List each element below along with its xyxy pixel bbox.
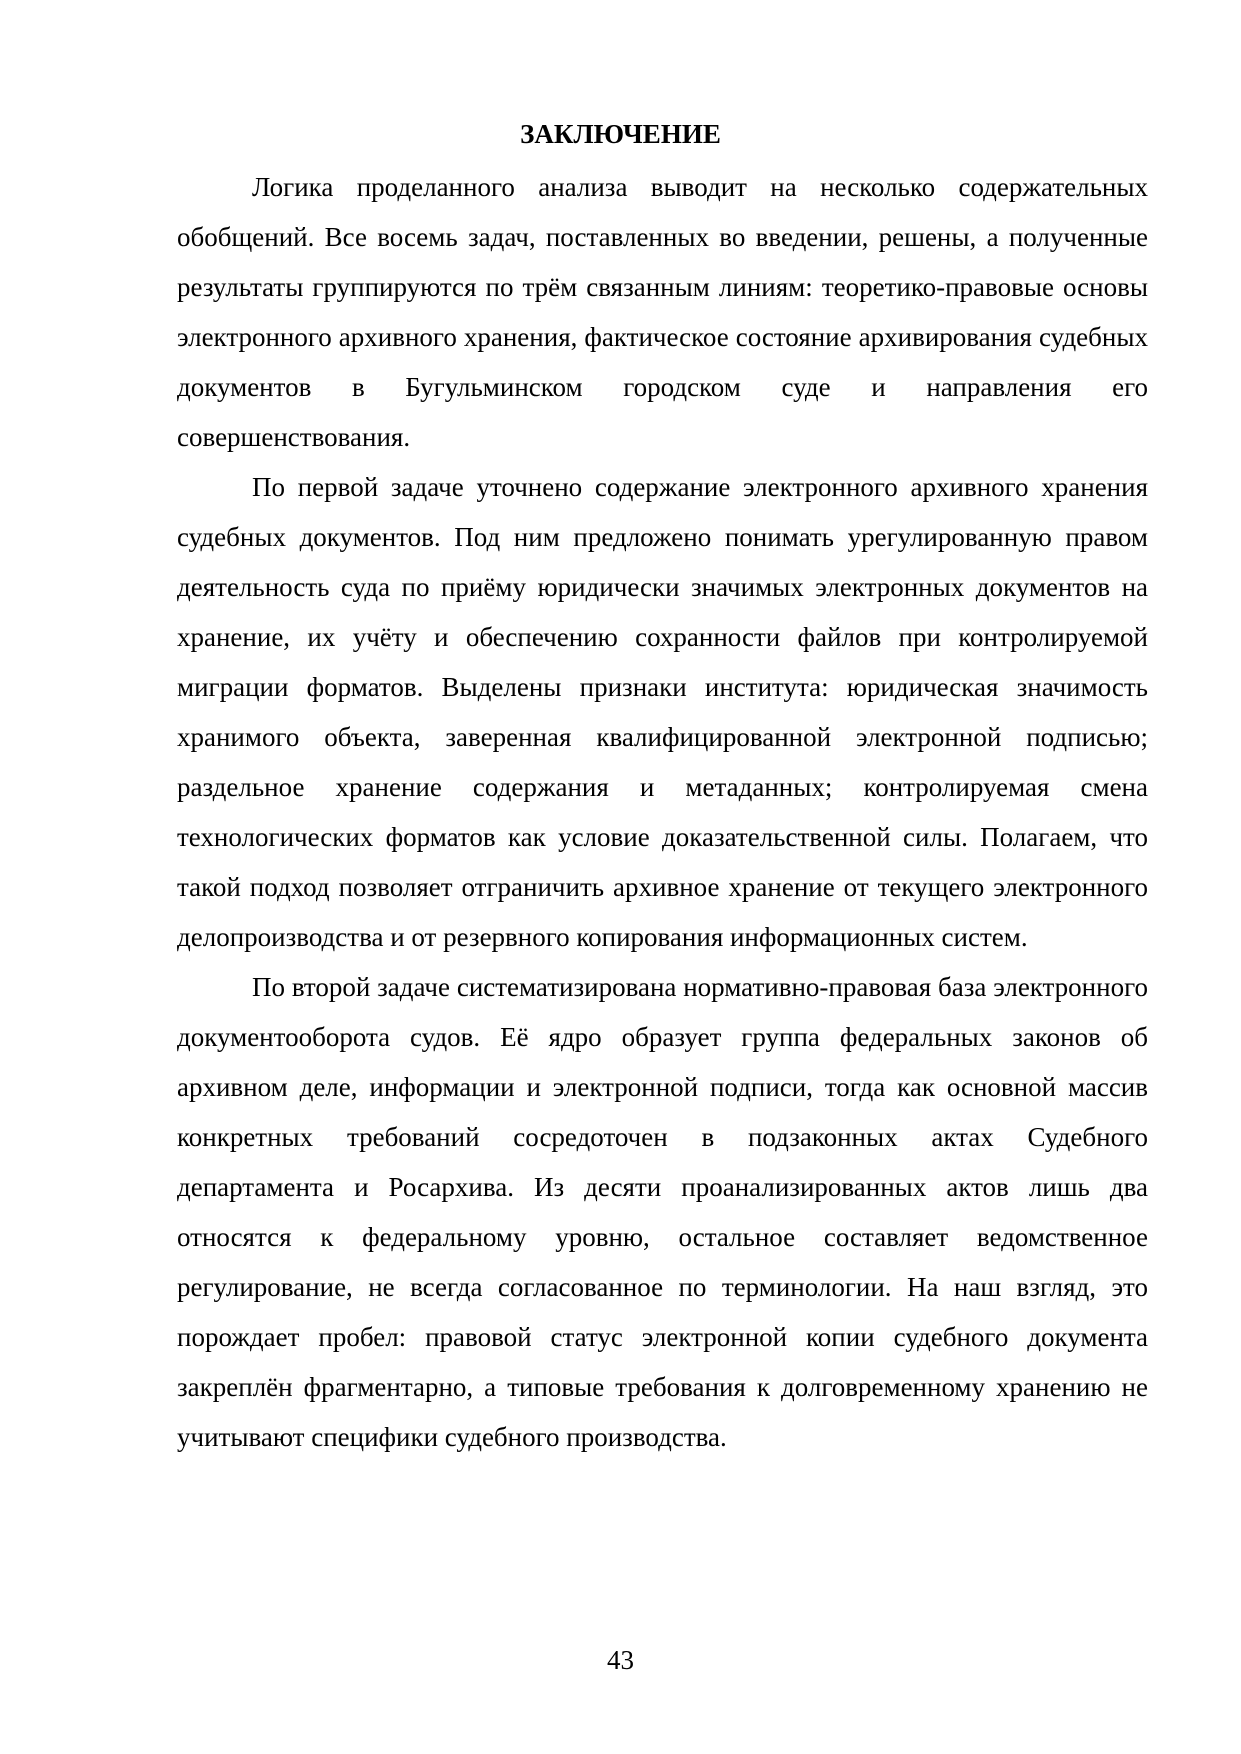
paragraph-3: По второй задаче систематизирована нормативно-правовая база электронного документооборота судов. Её ядро образует группа федеральных законов об архивном деле, информации и электронной подписи, тогда как основной массив конкретных требований сосредоточен в подзаконных актах Судебного департамента и Росархива. Из десяти проанализированных актов лишь два относятся к федеральному уровню, остальное составляет ведомственное регулирование, не всегда согласованное по терминологии. На наш взгляд, это порождает пробел: правовой статус электронной копии судебного документа закреплён фрагментарно, а типовые требования к долговременному хранению не учитывают специфики судебного производства. [177, 972, 1148, 1452]
section-heading: ЗАКЛЮЧЕНИЕ [520, 119, 721, 149]
body-text [177, 162, 1148, 1462]
paragraph-1: Логика проделанного анализа выводит на несколько содержательных обобщений. Все восемь задач, поставленных во введении, решены, а полученные результаты группируются по трём связанным линиям: теоретико-правовые основы электронного архивного хранения, фактическое состояние архивирования судебных документов в Бугульминском городском суде и направления его совершенствования. [177, 172, 1148, 452]
page-number: 43 [607, 1645, 634, 1675]
paragraph-2: По первой задаче уточнено содержание электронного архивного хранения судебных документов. Под ним предложено понимать урегулированную правом деятельность суда по приёму юридически значимых электронных документов на хранение, их учёту и обеспечению сохранности файлов при контролируемой миграции форматов. Выделены признаки института: юридическая значимость хранимого объекта, заверенная квалифицированной электронной подписью; раздельное хранение содержания и метаданных; контролируемая смена технологических форматов как условие доказательственной силы. Полагаем, что такой подход позволяет отграничить архивное хранение от текущего электронного делопроизводства и от резервного копирования информационных систем. [177, 472, 1148, 952]
